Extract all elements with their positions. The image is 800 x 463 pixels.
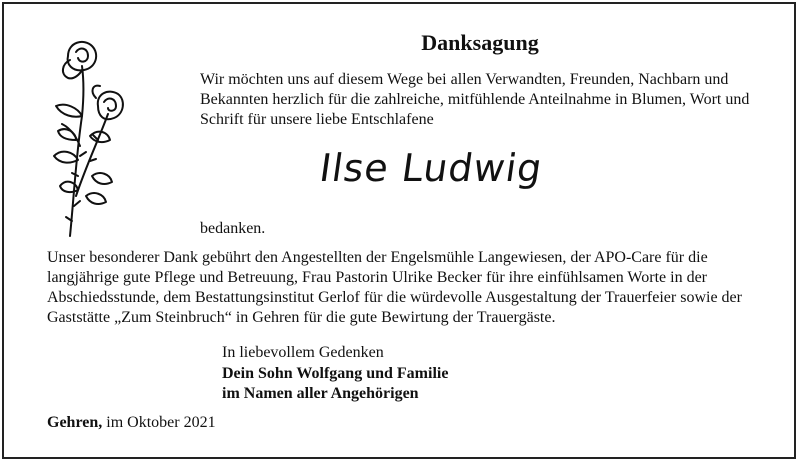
family-line-1: Dein Sohn Wolfgang und Familie xyxy=(222,365,449,382)
thanks-word: bedanken. xyxy=(200,220,266,237)
rose-icon xyxy=(46,36,126,246)
family-line-2: im Namen aller Angehörigen xyxy=(222,385,419,402)
date: im Oktober 2021 xyxy=(106,414,216,431)
place: Gehren, xyxy=(47,414,103,431)
notice-title: Danksagung xyxy=(421,30,539,55)
deceased-name: Ilse Ludwig xyxy=(316,146,546,190)
place-date xyxy=(47,414,216,432)
intro-paragraph: Wir möchten uns auf diesem Wege bei allen Verwandten, Freunden, Nachbarn und Bekannten herzlich für die zahlreiche, mitfühlende Anteilnahme in Blumen, Wort und Schrift für unsere liebe Entschlafene xyxy=(200,71,750,128)
memory-line: In liebevollem Gedenken xyxy=(222,344,384,361)
family-signature xyxy=(222,364,448,404)
body-paragraph: Unser besonderer Dank gebührt den Angestellten der Engelsmühle Langewiesen, der APO-Care für die langjährige gute Pflege und Betreuung, Frau Pastorin Ulrike Becker für ihre einfühlsamen Worte in der Abschiedsstunde, dem Bestattungsinstitut Gerlof für die würdevolle Ausgestaltung der Trauerfeier sowie der Gaststätte „Zum Steinbruch“ in Gehren für die gute Bewirtung der Trauergäste. xyxy=(47,249,742,326)
